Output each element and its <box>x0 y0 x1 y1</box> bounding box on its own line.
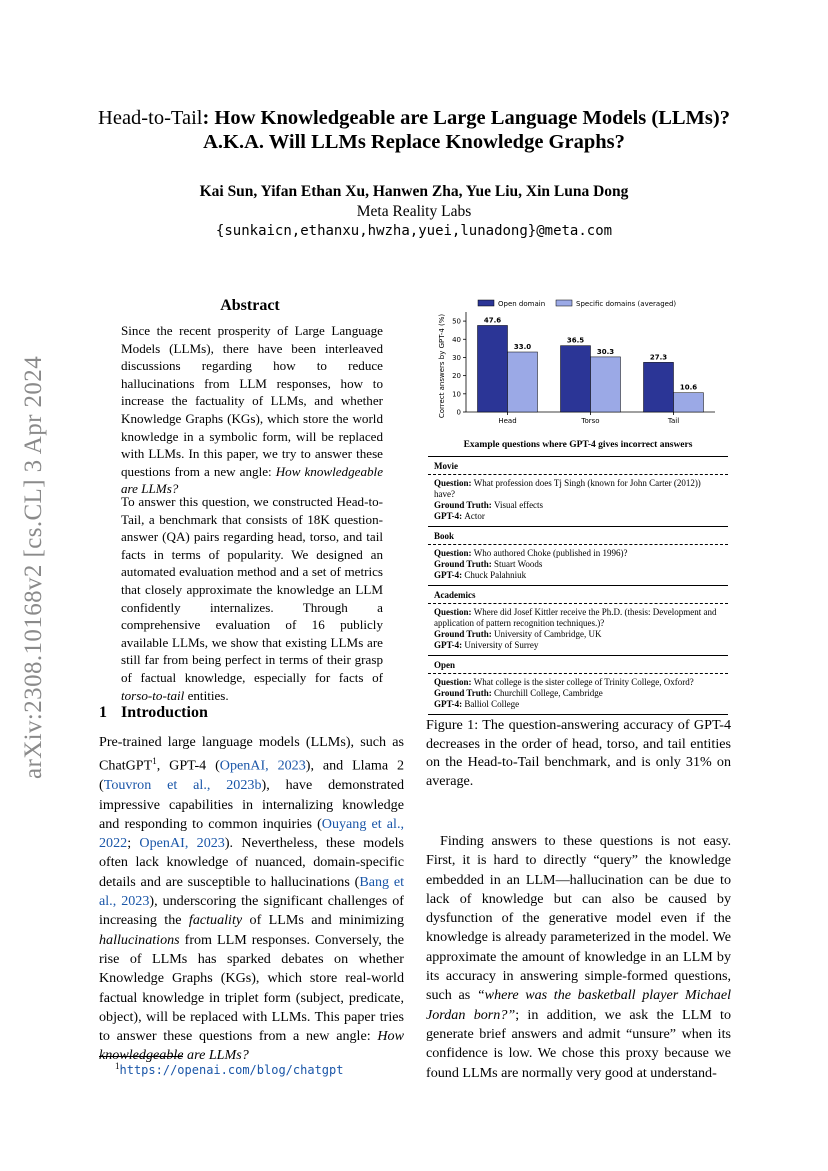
example-gpt4-answer-value: Chuck Palahniuk <box>464 570 527 580</box>
y-tick-label: 20 <box>452 372 461 381</box>
example-gpt4-answer <box>434 640 722 651</box>
bar-value-label: 30.3 <box>596 347 615 356</box>
intro-text: from LLM responses. Conversely, the rise of LLMs has sparked debates on whether Knowledge Graphs (KGs), which store real-world factual knowledge in triplet form (subject, predicate, object), will be replaced with LLMs. This paper tries to answer these questions from a new angle: <box>99 931 404 1045</box>
example-gpt4-answer-value: Balliol College <box>464 699 520 709</box>
example-ground-truth-value: Churchill College, Cambridge <box>494 688 603 698</box>
title-line1: : How Knowledgeable are Large Language Models (LLMs)? <box>202 107 730 129</box>
example-question-value: Who authored Choke (published in 1996)? <box>473 548 628 558</box>
x-tick-label: Head <box>498 417 517 425</box>
bar <box>674 393 704 412</box>
section-number: 1 <box>99 704 107 721</box>
section-heading <box>99 704 222 722</box>
example-ground-truth <box>434 688 722 699</box>
bar <box>644 362 674 412</box>
intro-emphasis: hallucinations <box>99 931 180 948</box>
example-gpt4-answer <box>434 511 722 522</box>
y-tick-label: 50 <box>452 317 461 326</box>
example-ground-truth-label: Ground Truth: <box>434 500 495 510</box>
example-entry <box>428 674 728 715</box>
footnote-marker[interactable]: 1 <box>152 756 157 767</box>
example-category: Academics <box>428 586 728 604</box>
abstract-p1-emphasis: How knowledgeable are LLMs? <box>121 463 384 497</box>
citation-link[interactable]: Ouyang et al., 2022 <box>99 815 404 852</box>
legend-swatch <box>478 300 494 306</box>
example-ground-truth-value: Stuart Woods <box>494 559 543 569</box>
abstract-paragraph-2 <box>121 493 383 704</box>
bar <box>591 357 621 412</box>
abstract-p2-tail: entities. <box>184 687 229 703</box>
example-gpt4-answer-label: GPT-4: <box>434 511 465 521</box>
abstract-paragraph-1 <box>121 322 383 498</box>
examples-title: Example questions where GPT-4 gives incorrect answers <box>428 440 728 457</box>
example-ground-truth-label: Ground Truth: <box>434 629 495 639</box>
intro-text: ). Nevertheless, these models often lack knowledge of nuanced, domain-specific details and are susceptible to hallucinations ( <box>99 835 404 890</box>
authors: Kai Sun, Yifan Ethan Xu, Hanwen Zha, Yue Liu, Xin Luna Dong <box>199 183 629 200</box>
example-gpt4-answer <box>434 570 722 581</box>
example-question-label: Question: <box>434 677 474 687</box>
right-text: Finding answers to these questions is not easy. First, it is hard to directly “query” the knowledge embedded in an LLM—hallucination can be due to lack of knowledge but can also be caused by dysfunction of the generative model even if the knowledge is already parameterized in the model. We approximate the amount of knowledge in an LLM by its accuracy in answering simple-formed questions, such as <box>426 833 731 1004</box>
example-question <box>434 478 722 500</box>
example-ground-truth-label: Ground Truth: <box>434 688 495 698</box>
example-question <box>434 677 722 688</box>
example-gpt4-answer <box>434 699 722 710</box>
example-question-label: Question: <box>434 478 474 488</box>
legend-label: Specific domains (averaged) <box>576 300 677 308</box>
arxiv-identifier: arXiv:2308.10168v2 [cs.CL] 3 Apr 2024 <box>20 355 47 779</box>
bar-value-label: 27.3 <box>649 353 668 362</box>
intro-emphasis: How knowledgeable are LLMs? <box>99 1028 404 1064</box>
example-question-label: Question: <box>434 607 474 617</box>
accuracy-bar-chart <box>430 294 730 429</box>
legend-label: Open domain <box>498 300 546 308</box>
example-question-label: Question: <box>434 548 474 558</box>
citation-link[interactable]: OpenAI, 2023 <box>139 835 225 852</box>
example-gpt4-answer-label: GPT-4: <box>434 570 465 580</box>
example-question-value: Where did Josef Kittler receive the Ph.D. (thesis: Development and application of pattern recognition techniques.)? <box>434 607 717 628</box>
footnote <box>115 1061 343 1077</box>
section-title: Introduction <box>121 704 208 721</box>
citation-link[interactable]: Bang et al., 2023 <box>99 873 405 910</box>
example-ground-truth <box>434 629 722 640</box>
bar-value-label: 10.6 <box>679 383 698 392</box>
footnote-url-link[interactable]: https://openai.com/blog/chatgpt <box>119 1063 344 1077</box>
intro-text: Pre-trained large language models (LLMs), such as ChatGPT <box>99 734 404 774</box>
y-tick-label: 40 <box>452 335 461 344</box>
bar <box>561 346 591 412</box>
paper-title <box>60 106 768 154</box>
example-question <box>434 607 722 629</box>
example-ground-truth-value: University of Cambridge, UK <box>494 629 602 639</box>
intro-text: , GPT-4 ( <box>156 757 220 774</box>
chart-legend <box>478 300 676 308</box>
footnote-number: 1 <box>115 1061 120 1071</box>
citation-link[interactable]: OpenAI, 2023 <box>219 757 306 774</box>
chart-bars <box>478 316 704 425</box>
bar-value-label: 36.5 <box>566 336 585 345</box>
citation-link[interactable]: Touvron et al., 2023b <box>103 777 262 794</box>
x-tick-label: Tail <box>667 417 680 425</box>
title-line2: A.K.A. Will LLMs Replace Knowledge Graphs? <box>203 131 625 153</box>
example-entry <box>428 475 728 527</box>
examples-list <box>428 457 728 715</box>
intro-text: ), underscoring the significant challenges of increasing the <box>99 893 404 929</box>
example-question <box>434 548 722 559</box>
affiliation: Meta Reality Labs <box>356 203 472 220</box>
author-emails: {sunkaicn,ethanxu,hwzha,yuei,lunadong}@meta.com <box>215 223 613 239</box>
bar-value-label: 47.6 <box>483 316 502 325</box>
y-tick-label: 30 <box>452 353 461 362</box>
intro-paragraph <box>99 733 404 1066</box>
title-lead: Head-to-Tail <box>98 107 203 129</box>
bar-value-label: 33.0 <box>513 343 532 351</box>
example-entry <box>428 604 728 656</box>
example-category: Movie <box>428 457 728 475</box>
right-text: ; in addition, we ask the LLM to generate brief answers and admit “unsure” when its confidence is low. We chose this proxy because we found LLMs are normally very good at understand- <box>426 1006 731 1081</box>
abstract-p2-text: To answer this question, we constructed Head-to-Tail, a benchmark that consists of 18K question-answer (QA) pairs regarding head, torso, and tail facts in terms of popularity. We designed an automated evaluation method and a set of metrics that closely approximate the knowledge an LLM confidently internalizes. Through a comprehensive evaluation of 16 publicly available LLMs, we show that existing LLMs are still far from being perfect in terms of their grasp of factual knowledge, especially for facts of <box>121 494 383 685</box>
example-question-value: What college is the sister college of Trinity College, Oxford? <box>473 677 694 687</box>
right-paragraph <box>426 832 731 1083</box>
legend-swatch <box>556 300 572 306</box>
y-tick-label: 0 <box>456 408 461 417</box>
x-tick-label: Torso <box>581 417 600 425</box>
example-gpt4-answer-value: University of Surrey <box>464 640 539 650</box>
bar <box>508 352 538 412</box>
abstract-p2-emphasis: torso-to-tail <box>121 687 185 703</box>
chart-ylabel: Correct answers by GPT-4 (%) <box>438 313 446 419</box>
abstract-heading: Abstract <box>220 297 280 314</box>
figure-caption: Figure 1: The question-answering accuracy of GPT-4 decreases in the order of head, torso, and tail entities on the Head-to-Tail benchmark, and is only 31% on average. <box>426 717 731 789</box>
example-ground-truth-value: Visual effects <box>494 500 544 510</box>
intro-text: ; <box>127 835 140 852</box>
footnote-rule <box>99 1056 183 1057</box>
intro-text: ), and Llama 2 ( <box>99 757 404 794</box>
example-entry <box>428 545 728 586</box>
intro-text: of LLMs and minimizing <box>242 912 404 929</box>
example-gpt4-answer-label: GPT-4: <box>434 699 465 709</box>
y-tick-label: 10 <box>452 390 461 399</box>
example-category: Open <box>428 656 728 674</box>
example-ground-truth-label: Ground Truth: <box>434 559 495 569</box>
intro-emphasis: factuality <box>188 912 243 929</box>
abstract-p1-text: Since the recent prosperity of Large Language Models (LLMs), there have been interleaved discussions regarding how to reduce hallucinations from LLM responses, how to increase the factuality of LLMs, and whether Knowledge Graphs (KGs), which store the world knowledge in a symbolic form, will be replaced with LLMs. In this paper, we try to answer these questions from a new angle: <box>121 323 383 479</box>
example-questions-box <box>428 440 728 715</box>
right-emphasis: “where was the basketball player Michael Jordan born?” <box>426 987 732 1023</box>
example-gpt4-answer-label: GPT-4: <box>434 640 465 650</box>
example-question-value: What profession does Tj Singh (known for John Carter (2012)) have? <box>434 478 701 499</box>
bar <box>478 325 508 412</box>
example-ground-truth <box>434 559 722 570</box>
example-category: Book <box>428 527 728 545</box>
intro-text: ), have demonstrated impressive capabilities in internalizing knowledge and responding to common inquiries ( <box>99 777 404 832</box>
example-ground-truth <box>434 500 722 511</box>
example-gpt4-answer-value: Actor <box>464 511 485 521</box>
